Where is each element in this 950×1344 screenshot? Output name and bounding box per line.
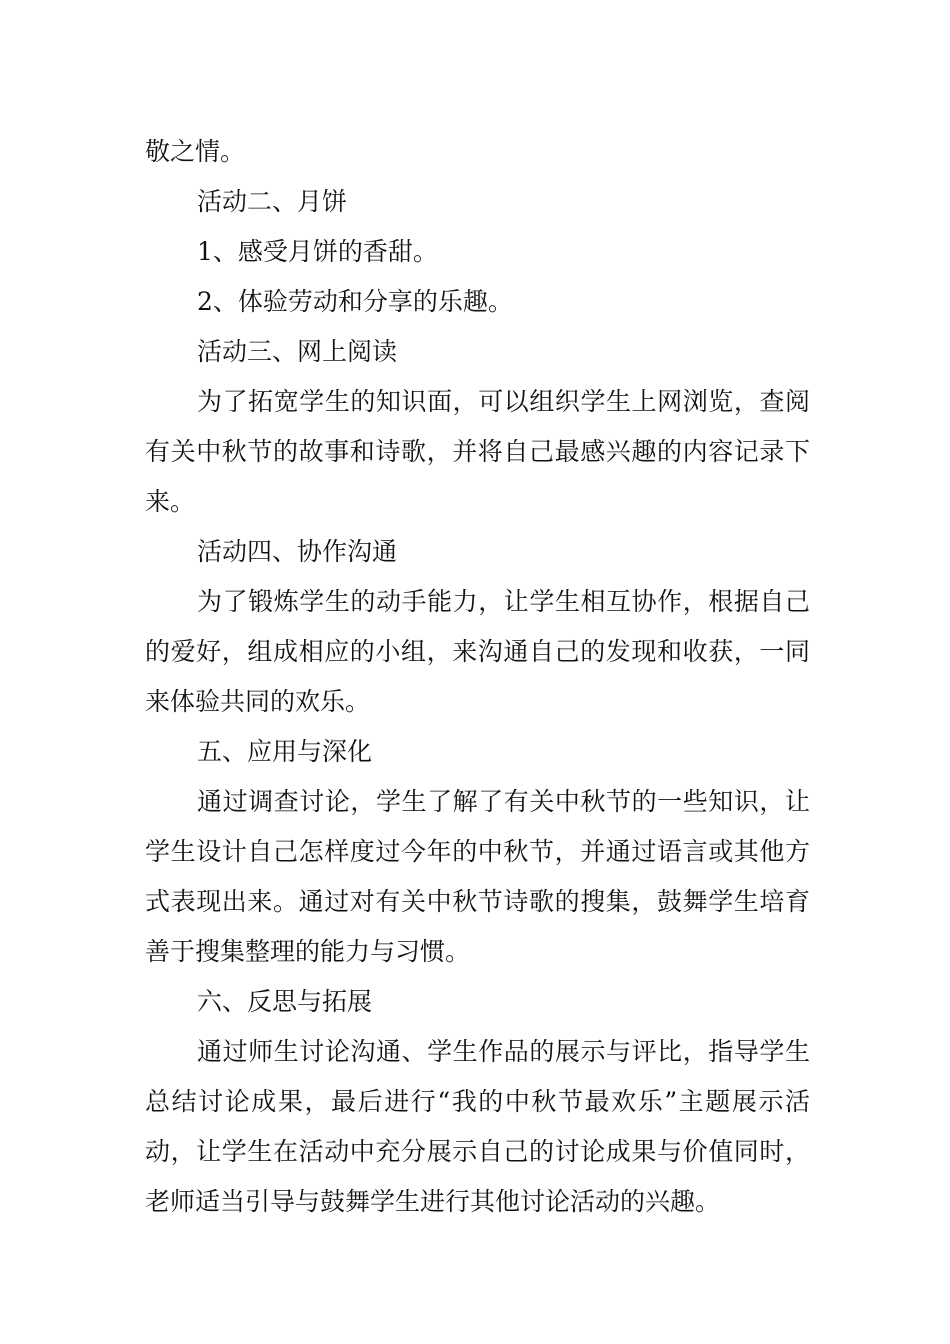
paragraph-collaboration: 为了锻炼学生的动手能力，让学生相互协作，根据自己的爱好，组成相应的小组，来沟通自己的发现和收获，一同来体验共同的欢乐。: [145, 587, 810, 716]
document-body: [145, 127, 810, 1227]
heading-section-five: 五、应用与深化: [197, 737, 373, 766]
list-item-2: 2、体验劳动和分享的乐趣。: [197, 287, 513, 316]
paragraph-application: 通过调查讨论，学生了解了有关中秋节的一些知识，让学生设计自己怎样度过今年的中秋节，并通过语言或其他方式表现出来。通过对有关中秋节诗歌的搜集，鼓舞学生培育善于搜集整理的能力与习惯。: [145, 787, 810, 966]
heading-activity-four: 活动四、协作沟通: [197, 537, 398, 566]
list-item-1: 1、感受月饼的香甜。: [197, 237, 438, 266]
paragraph-continuation: 敬之情。: [145, 137, 246, 166]
paragraph-online-reading: 为了拓宽学生的知识面，可以组织学生上网浏览，查阅有关中秋节的故事和诗歌，并将自己最感兴趣的内容记录下来。: [145, 387, 810, 516]
heading-activity-two: 活动二、月饼: [197, 187, 348, 216]
heading-section-six: 六、反思与拓展: [197, 987, 373, 1016]
heading-activity-three: 活动三、网上阅读: [197, 337, 398, 366]
paragraph-reflection: 通过师生讨论沟通、学生作品的展示与评比，指导学生总结讨论成果，最后进行“我的中秋节最欢乐”主题展示活动，让学生在活动中充分展示自己的讨论成果与价值同时，老师适当引导与鼓舞学生进行其他讨论活动的兴趣。: [145, 1037, 810, 1216]
